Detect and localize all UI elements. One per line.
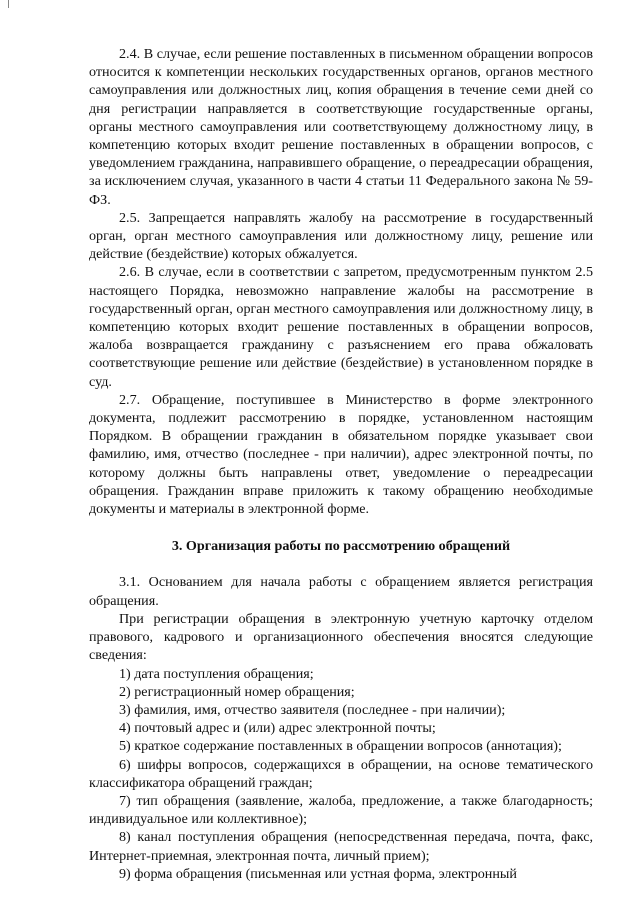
paragraph-registration: При регистрации обращения в электронную учетную карточку отделом правового, кадрового и организационного обеспечения вносятся следующие сведения: bbox=[89, 610, 593, 664]
paragraph-2-5: 2.5. Запрещается направлять жалобу на рассмотрение в государственный орган, орган местного самоуправления или должностному лицу, решение или действие (бездействие) которых обжалуется. bbox=[89, 209, 593, 263]
section-heading: 3. Организация работы по рассмотрению обращений bbox=[171, 538, 511, 555]
list-item: 1) дата поступления обращения; bbox=[119, 665, 314, 682]
list-item: 2) регистрационный номер обращения; bbox=[119, 683, 355, 700]
list-item: 3) фамилия, имя, отчество заявителя (последнее - при наличии); bbox=[119, 701, 506, 718]
paragraph-2-7: 2.7. Обращение, поступившее в Министерство в форме электронного документа, подлежит рассмотрению в порядке, установленном настоящим Порядком. В обращении гражданин в обязательном порядке указывает свои фамилию, имя, отчество (последнее - при наличии), адрес электронной почты, по которому должны быть направлены ответ, уведомление о переадресации обращения. Гражданин вправе приложить к такому обращению необходимые документы и материалы в электронной форме. bbox=[89, 391, 593, 518]
list-item: 6) шифры вопросов, содержащихся в обращении, на основе тематического классификатора обращений граждан; bbox=[89, 756, 593, 791]
scan-mark bbox=[8, 0, 9, 8]
document-body bbox=[89, 45, 593, 883]
paragraph-2-6: 2.6. В случае, если в соответствии с запретом, предусмотренным пунктом 2.5 настоящего Порядка, невозможно направление жалобы на рассмотрение в государственный орган, орган местного самоуправления или должностному лицу, в компетенцию которых входит решение поставленных в обращении вопросов, жалоба возвращается гражданину с разъяснением его права обжаловать соответствующие решение или действие (бездействие) в установленном порядке в суд. bbox=[89, 264, 593, 390]
paragraph-3-1: 3.1. Основанием для начала работы с обращением является регистрация обращения. bbox=[89, 574, 593, 609]
list-item: 9) форма обращения (письменная или устная форма, электронный bbox=[119, 865, 517, 882]
paragraph-2-4: 2.4. В случае, если решение поставленных в письменном обращении вопросов относится к компетенции нескольких государственных органов, органов местного самоуправления или должностных лиц, копия обращения в течение семи дней со дня регистрации направляется в соответствующие государственные органы, органы местного самоуправления или соответствующему должностному лицу, в компетенцию которых входит решение поставленных в обращении вопросов, с уведомлением гражданина, направившего обращение, о переадресации обращения, за исключением случая, указанного в части 4 статьи 11 Федерального закона № 59-ФЗ. bbox=[89, 46, 593, 208]
list-item: 8) канал поступления обращения (непосредственная передача, почта, факс, Интернет-приемная, электронная почта, личный прием); bbox=[89, 829, 593, 864]
list-item: 5) краткое содержание поставленных в обращении вопросов (аннотация); bbox=[119, 738, 562, 755]
list-item: 7) тип обращения (заявление, жалоба, предложение, а также благодарность; индивидуальное или коллективное); bbox=[89, 792, 593, 828]
list-item: 4) почтовый адрес и (или) адрес электронной почты; bbox=[119, 720, 436, 737]
